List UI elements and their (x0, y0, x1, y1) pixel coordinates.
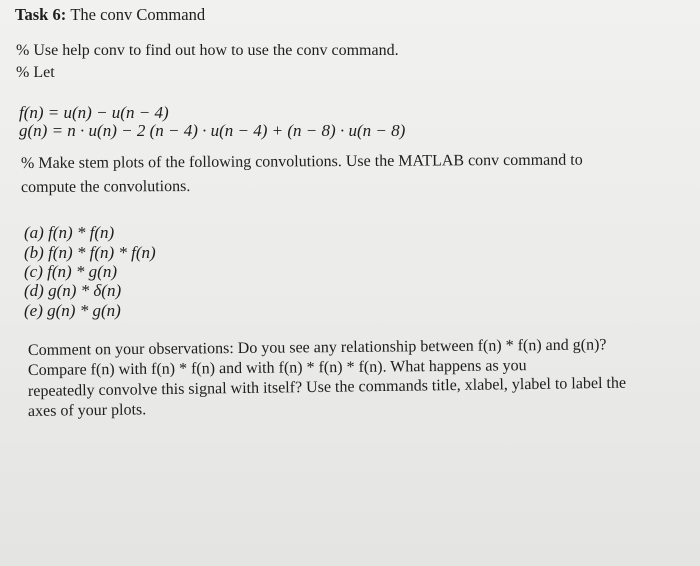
list-item-a: (a) f(n) * f(n) (24, 223, 115, 242)
comment-line-4: axes of your plots. (27, 401, 147, 420)
intro-line-help: % Use help conv to find out how to use the conv command. (16, 42, 399, 59)
equation-f: f(n) = u(n) − u(n − 4) (19, 103, 169, 122)
equation-g: g(n) = n · u(n) − 2 (n − 4) · u(n − 4) + (n − 8) · u(n − 8) (19, 121, 406, 140)
task-label: Task 6: (15, 5, 67, 24)
instruction-line-2: compute the convolutions. (20, 177, 191, 196)
list-item-e: (e) g(n) * g(n) (24, 301, 121, 320)
comment-line-1: Comment on your observations: Do you see any relationship between f(n) * f(n) and g(n)? (27, 336, 607, 359)
list-item-d: (d) g(n) * δ(n) (24, 281, 122, 300)
list-item-b: (b) f(n) * f(n) * f(n) (24, 243, 156, 262)
task-title: The conv Command (70, 5, 206, 24)
intro-line-let: % Let (16, 64, 55, 81)
comment-line-2: Compare f(n) with f(n) * f(n) and with f(n) * f(n) * f(n). What happens as you (27, 357, 527, 379)
list-item-c: (c) f(n) * g(n) (24, 262, 117, 281)
instruction-line-1: % Make stem plots of the following convolutions. Use the MATLAB conv command to (20, 151, 583, 172)
task-heading (15, 5, 205, 25)
comment-line-3: repeatedly convolve this signal with itself? Use the commands title, xlabel, ylabel to label the (27, 374, 627, 400)
